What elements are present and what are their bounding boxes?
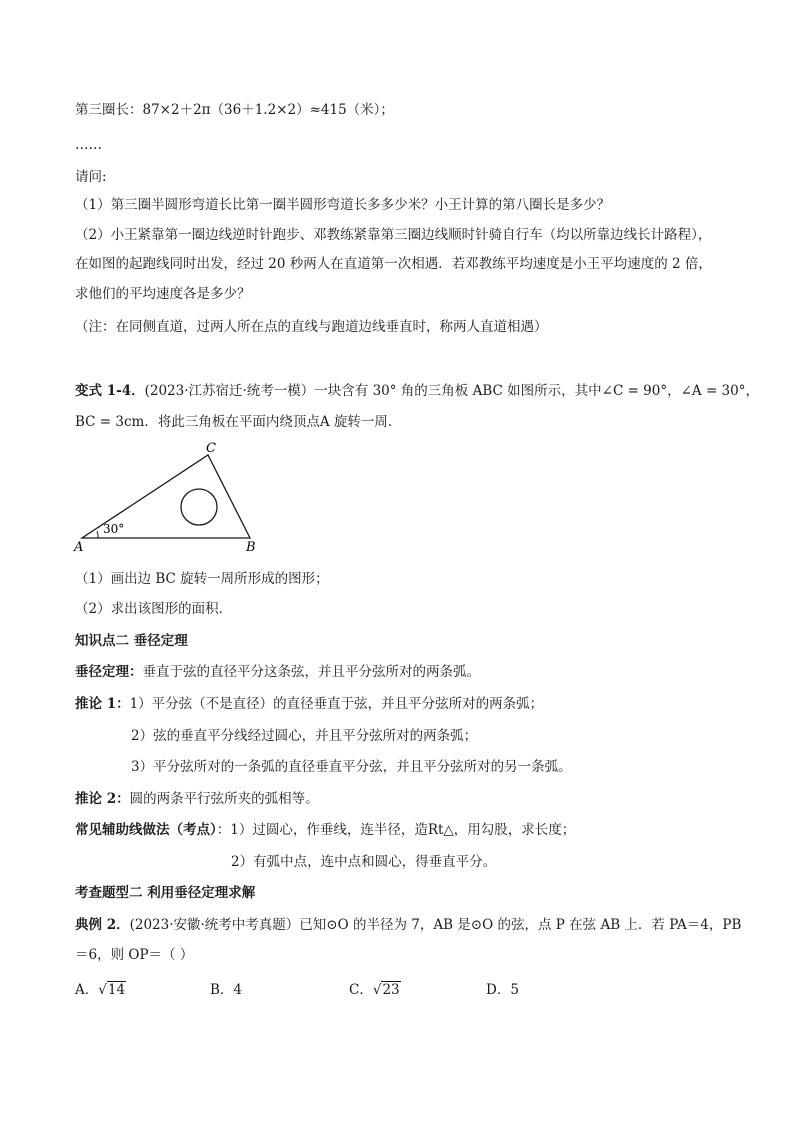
auxiliary-line-1 (75, 820, 725, 840)
option-c-radicand: 23 (382, 982, 400, 998)
corollary-1-line2: 2）弦的垂直平分线经过圆心，并且平分弦所对的两条弧； (131, 728, 478, 744)
triangle-hole (181, 489, 217, 525)
vertex-a-label: A (74, 540, 84, 555)
option-d[interactable]: D．5 (486, 982, 519, 998)
option-c-prefix: C． (349, 982, 373, 998)
example-2-line1 (75, 915, 742, 935)
text-line-ellipsis: …… (75, 137, 102, 153)
option-a-prefix: A． (75, 982, 99, 998)
variant-1-4-line1 (75, 381, 759, 401)
section-heading-type-2: 考查题型二 利用垂径定理求解 (75, 885, 256, 901)
option-b[interactable]: B．4 (210, 982, 243, 998)
variant-label: 变式 1-4． (75, 383, 145, 399)
text-line-q1: （1）第三圈半圆形弯道长比第一圈半圆形弯道长多多少米？小王计算的第八圈长是多少？ (75, 197, 611, 213)
corollary-2-text: 圆的两条平行弦所夹的弧相等。 (129, 791, 319, 807)
theorem-line (75, 662, 725, 682)
corollary-1-label: 推论 1： (75, 696, 130, 712)
text-line-question: 请问: (75, 169, 107, 185)
section-heading-knowledge-2: 知识点二 垂径定理 (75, 633, 188, 649)
option-c[interactable] (349, 978, 401, 998)
angle-label: 30° (103, 522, 125, 536)
corollary-1-line1 (75, 694, 725, 714)
text-line-q2-part1: （2）小王紧靠第一圈边线逆时针跑步、邓教练紧靠第三圈边线顺时针骑自行车（均以所靠边线长计路程）， (75, 227, 712, 243)
text-line-note: （注：在同侧直道，过两人所在点的直线与跑道边线垂直时，称两人直道相遇） (75, 319, 548, 335)
text-line-q2-part2: 在如图的起跑线同时出发，经过 20 秒两人在直道第一次相遇．若邓教练平均速度是小王平均速度的 2 倍， (75, 256, 712, 272)
theorem-text: 垂直于弦的直径平分这条弦，并且平分弦所对的两条弧。 (142, 664, 480, 680)
corollary-2-label: 推论 2： (75, 791, 130, 807)
corollary-1-line3: 3）平分弦所对的一条弧的直径垂直平分弦，并且平分弦所对的另一条弧。 (131, 759, 572, 775)
auxiliary-text1: ：1）过圆心，作垂线，连半径，造Rt△，用勾股，求长度； (216, 822, 576, 838)
auxiliary-label: 常见辅助线做法（考点） (75, 822, 217, 838)
corollary-2-line (75, 789, 725, 809)
angle-arc (97, 531, 98, 538)
vertex-c-label: C (206, 442, 216, 456)
example-2-line2: ＝6，则 OP＝（ ） (75, 947, 194, 963)
option-a[interactable] (75, 978, 126, 998)
answer-options (75, 978, 635, 1002)
text-line-third-lap: 第三圈长：87×2＋2π（36＋1.2×2）≈415（米）； (75, 102, 394, 118)
variant-1-4-line2: BC = 3cm．将此三角板在平面内绕顶点A 旋转一周． (75, 414, 402, 430)
text-line-q2-part3: 求他们的平均速度各是多少？ (75, 286, 251, 302)
theorem-label: 垂径定理： (75, 664, 143, 680)
vertex-b-label: B (246, 540, 256, 555)
option-a-radicand: 14 (107, 982, 126, 998)
corollary-1-text1: 1）平分弦（不是直径）的直径垂直于弦，并且平分弦所对的两条弧； (129, 696, 544, 712)
example-2-label: 典例 2． (75, 917, 130, 933)
option-c-sqrt: √23 (372, 982, 400, 998)
example-2-text: (2023·安徽·统考中考真题）已知⊙O 的半径为 7，AB 是⊙O 的弦，点 P 在弦 AB 上．若 PA＝4，PB (129, 917, 742, 933)
variant-text: (2023·江苏宿迁·统考一模）一块含有 30° 角的三角板 ABC 如图所示，其中∠C = 90°，∠A = 30°， (144, 383, 759, 399)
auxiliary-line-2: 2）有弧中点，连中点和圆心，得垂直平分。 (231, 854, 497, 870)
triangle-figure (68, 442, 274, 556)
task-1-line: （1）画出边 BC 旋转一周所形成的图形； (75, 571, 329, 587)
task-2-line: （2）求出该图形的面积． (75, 601, 233, 617)
option-a-sqrt: √14 (98, 982, 126, 998)
